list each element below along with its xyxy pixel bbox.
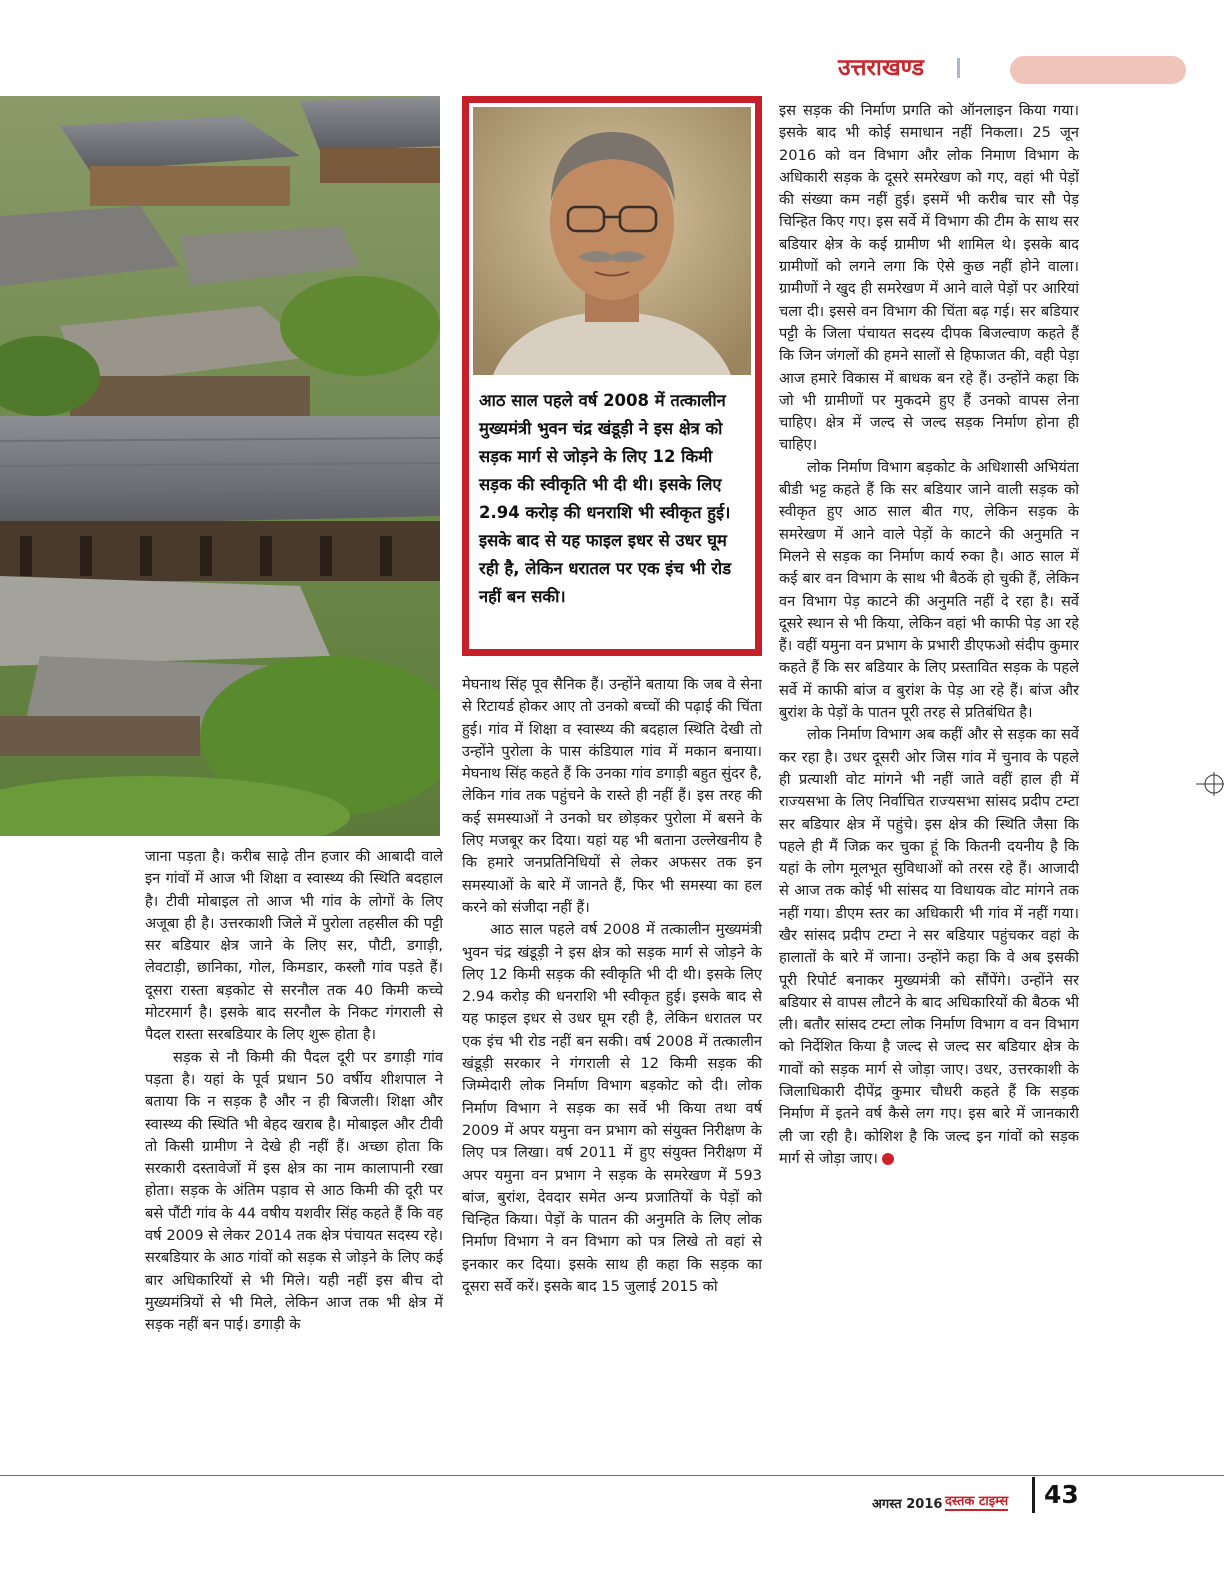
article-column-2	[462, 674, 762, 1466]
footer-separator	[1032, 1477, 1035, 1513]
paragraph-last	[779, 724, 1079, 1170]
registration-mark-icon	[1196, 770, 1224, 798]
photo-caption: आठ साल पहले वर्ष 2008 में तत्कालीन मुख्यमंत्री भुवन चंद्र खंडूड़ी ने इस क्षेत्र को सड़क मार्ग से जोड़ने के लिए 12 किमी सड़क की स्वीकृति भी दी थी। इसके लिए 2.94 करोड़ की धनराशि भी स्वीकृत हुई। इसके बाद से यह फाइल इधर से उधर घूम रही है, लेकिन धरातल पर एक इंच भी रोड नहीं बन सकी।	[479, 391, 732, 606]
paragraph-text: लोक निर्माण विभाग अब कहीं और से सड़क का सर्वे कर रहा है। उधर दूसरी ओर जिस गांव में चुनाव के पहले ही प्रत्याशी वोट मांगने भी नहीं जाते वहीं हाल ही में राज्यसभा के लिए निर्वाचित राज्यसभा सांसद प्रदीप टम्टा सर बडियार क्षेत्र में पहुंचे। इस क्षेत्र की स्थिति जैसा कि पहले ही मैं जिक्र कर चुका हूं कि कितनी दयनीय है कि यहां के लोग मूलभूत सुविधाओं को तरस रहे हैं। आजादी से आज तक कोई भी सांसद या विधायक वोट मांगने तक नहीं गया। डीएम स्तर का अधिकारी भी गांव में नहीं गया। खैर सांसद प्रदीप टम्टा ने सर बडियार पहुंचकर वहां के हालातों के बारे में जाना। उन्होंने कहा कि वे अब इसकी पूरी रिपोर्ट बनाकर मुख्यमंत्री को सौंपेंगे। उन्होंने सर बडियार से वापस लौटने के बाद अधिकारियों की बैठक भी ली। बतौर सांसद टम्टा लोक निर्माण विभाग व वन विभाग को निर्देशित किया है जल्द से जल्द सर बडियार क्षेत्र के गावों को सड़क मार्ग से जोड़ा जाए। उधर, उत्तरकाशी के जिलाधिकारी दीपेंद्र कुमार चौधरी कहते हैं कि सड़क निर्माण में इतने वर्ष कैसे लग गए। इस बारे में जानकारी ली जा रही है। कोशिश है कि जल्द इन गांवों को सड़क मार्ग से जोड़ा जाए।	[779, 726, 1079, 1167]
page-number: 43	[1044, 1480, 1079, 1509]
section-label: उत्तराखण्ड	[838, 55, 924, 81]
portrait-caption-box	[462, 96, 762, 656]
footer-rule	[0, 1475, 1224, 1476]
section-pill-decoration	[1010, 56, 1186, 84]
footer-month: अगस्त 2016	[872, 1497, 943, 1512]
article-column-1	[145, 846, 443, 1466]
portrait-photo	[473, 107, 751, 375]
paragraph: सड़क से नौ किमी की पैदल दूरी पर डगाड़ी गांव पड़ता है। यहां के पूर्व प्रधान 50 वर्षीय शीशपाल ने बताया कि न सड़क है और न ही बिजली। शिक्षा और स्वास्थ्य की स्थिति भी बेहद खराब है। मोबाइल और टीवी तो किसी ग्रामीण ने देखे ही नहीं हैं। अच्छा होता कि सरकारी दस्तावेजों में इस क्षेत्र का नाम कालापानी रखा होता। सड़क के अंतिम पड़ाव से आठ किमी की दूरी पर बसे पौंटी गांव के 44 वषीय यशवीर सिंह कहते हैं कि वह वर्ष 2009 से लेकर 2014 तक क्षेत्र पंचायत सदस्य रहे। सरबडियार के आठ गांवों को सड़क से जोड़ने के लिए कई बार अधिकारियों से भी मिले। यही नहीं इस बीच दो मुख्यमंत्रियों से भी मिले, लेकिन आज तक भी क्षेत्र में सड़क नहीं बन पाई। डगाड़ी के	[145, 1048, 443, 1334]
paragraph: आठ साल पहले वर्ष 2008 में तत्कालीन मुख्यमंत्री भुवन चंद्र खंडूड़ी ने इस क्षेत्र को सड़क मार्ग से जोड़ने के लिए 12 किमी सड़क की स्वीकृति भी दी थी। इसके लिए 2.94 करोड़ की धनराशि भी स्वीकृत हुई। इसके बाद से यह फाइल इधर से उधर घूम रही है, लेकिन धरातल पर एक इंच भी रोड नहीं बन सकी। वर्ष 2008 में तत्कालीन खंडूड़ी सरकार ने गंगराली से 12 किमी सड़क की जिम्मेदारी लोक निर्माण विभाग बड़कोट को दी। लोक निर्माण विभाग ने सड़क का सर्वे भी किया तथा वर्ष 2009 में अपर यमुना वन प्रभाग को संयुक्त निरीक्षण के लिए पत्र लिखा। वर्ष 2011 में हुए संयुक्त निरीक्षण में अपर यमुना वन प्रभाग ने सड़क के समरेखण में 593 बांज, बुरांश, देवदार समेत अन्य प्रजातियों के पेड़ों को चिन्हित किया। पेड़ों के पातन की अनुमति के लिए लोक निर्माण विभाग ने वन विभाग को पत्र लिखे तो वहां से इनकार कर दिया। इसके साथ ही कहा कि सड़क का दूसरा सर्वे करें। इसके बाद 15 जुलाई 2015 को	[462, 921, 762, 1296]
end-mark-icon	[882, 1153, 894, 1165]
section-separator	[957, 58, 960, 78]
paragraph: मेघनाथ सिंह पूव सैनिक हैं। उन्होंने बताया कि जब वे सेना से रिटायर्ड होकर आए तो उनको बच्चों की पढ़ाई की चिंता हुई। गांव में शिक्षा व स्वास्थ्य की बदहाल स्थिति देखी तो उन्होंने पुरोला के पास कंडियाल गांव में मकान बनाया। मेघनाथ सिंह कहते हैं कि उनका गांव डगाड़ी बहुत सुंदर है, लेकिन गांव तक पहुंचने के रास्ते ही नहीं हैं। इस तरह की कई समस्याओं ने उनको घर छोड़कर पुरोला में बसने के लिए मजबूर कर दिया। यहां यह भी बताना उल्लेखनीय है कि हमारे जनप्रतिनिधियों से लेकर अफसर तक इन समस्याओं के बारे में जानते हैं, फिर भी समस्या का हल करने को संजीदा नहीं हैं।	[462, 676, 762, 916]
paragraph: जाना पड़ता है। करीब साढ़े तीन हजार की आबादी वाले इन गांवों में आज भी शिक्षा व स्वास्थ्य की स्थिति बदहाल है। टीवी मोबाइल तो आज भी गांव के लोगों के लिए अजूबा ही है। उत्तरकाशी जिले में पुरोला तहसील की पट्टी सर बडियार क्षेत्र जाने के लिए सर, पौटी, डगाड़ी, लेवटाड़ी, छानिका, गोल, किमडार, कस्लौ गांव पड़ते हैं। दूसरा रास्ता बड़कोट से सरनौल तक 40 किमी कच्चे मोटरमार्ग है। इसके बाद सरनौल के निकट गंगराली से पैदल रास्ता सरबडियार के लिए शुरू होता है।	[145, 848, 443, 1044]
footer-brand-logo: दस्तक टाइम्स	[945, 1491, 1008, 1511]
paragraph: इस सड़क की निर्माण प्रगति को ऑनलाइन किया गया। इसके बाद भी कोई समाधान नहीं निकला। 25 जून 2016 को वन विभाग और लोक निमाण विभाग के अधिकारी सड़क के दूसरे समरेखण को गए, वहां भी पेड़ों की संख्या कम नहीं हुई। इसमें भी करीब चार सौ पेड़ चिन्हित किए गए। इस सर्वे में विभाग की टीम के साथ सर बडियार क्षेत्र के कई ग्रामीण भी शामिल थे। इसके बाद ग्रामीणों को लगने लगा कि ऐसे कुछ नहीं होने वाला। ग्रामीणों ने खुद ही समरेखण में आने वाले पेड़ों पर आरियां चला दी। इससे वन विभाग की चिंता बढ़ गई। सर बडियार पट्टी के जिला पंचायत सदस्य दीपक बिजल्वाण कहते हैं कि जिन जंगलों की हमने सालों से हिफाजत की, वही पेड़ा आज हमारे विकास में बाधक बन रहे हैं। उन्होंने कहा कि जो भी ग्रामीणों पर मुकदमे हुए हैं उनको वापस लेना चाहिए। क्षेत्र में जल्द से जल्द सड़क निर्माण होना ही चाहिए।	[779, 102, 1079, 454]
paragraph: लोक निर्माण विभाग बड़कोट के अधिशासी अभियंता बीडी भट्ट कहते हैं कि सर बडियार जाने वाली सड़क को स्वीकृत हुए आठ साल बीत गए, लेकिन सड़क के समरेखण में आने वाले पेड़ों के काटने की अनुमति न मिलने से सड़क का निर्माण कार्य रुका है। आठ साल में कई बार वन विभाग के साथ भी बैठकें हो चुकी हैं, लेकिन वन विभाग पेड़ काटने की अनुमति नहीं दे रहा है। सर्वे दूसरे स्थान से भी किया, लेकिन वहां भी काफी पेड़ आ रहे हैं। वहीं यमुना वन प्रभाग के प्रभारी डीएफओ संदीप कुमार कहते हैं कि सर बडियार के लिए प्रस्तावित सड़क के पहले सर्वे में काफी बांज व बुरांश के पेड़ आ रहे हैं। बांज और बुरांश के पेड़ों के पातन पूरी तरह से प्रतिबंधित है।	[779, 458, 1079, 722]
village-photo	[0, 96, 440, 836]
article-column-3	[779, 100, 1079, 1466]
